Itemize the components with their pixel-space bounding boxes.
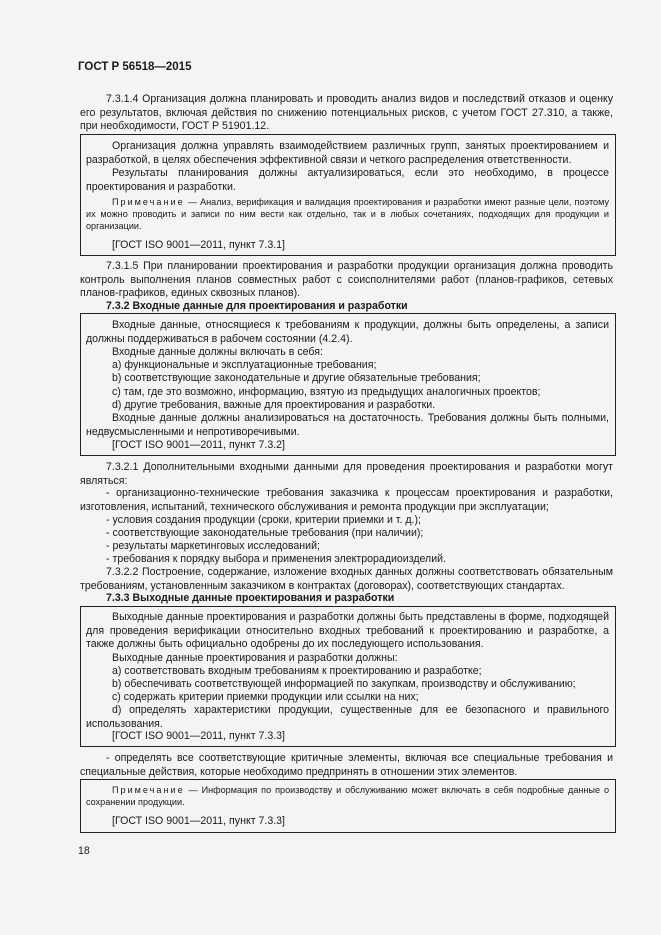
box3-paragraph-2: Выходные данные проектирования и разработки должны: — [112, 652, 398, 664]
note-label: Примечание — [112, 785, 185, 795]
box2-item-a: a) функциональные и эксплуатационные требования; — [112, 359, 377, 371]
box2-item-d: d) другие требования, важные для проектирования и разработки. — [112, 399, 436, 411]
list-item-3: - соответствующие законодательные требования (при наличии); — [106, 527, 424, 539]
box3-item-a: a) соответствовать входным требованиям к проектированию и разработке; — [112, 665, 482, 677]
box1-paragraph-2: Результаты планирования должны актуализироваться, если это необходимо, в процессе проектирования и разработки. — [86, 167, 609, 193]
clause-7-3-1-5: 7.3.1.5 При планировании проектирования и разработки продукции организация должна проводить контроль выполнения планов совместных работ с соисполнителями работ (планов-графиков, сетевых планов-графиков, единых сквозных планов). — [80, 260, 613, 300]
document-header: ГОСТ Р 56518—2015 — [78, 61, 192, 73]
clause-7-3-2-1: 7.3.2.1 Дополнительными входными данными для проведения проектирования и разработки могут являться: — [80, 461, 613, 487]
clause-7-3-1-4: 7.3.1.4 Организация должна планировать и проводить анализ видов и последствий отказов и оценку его результатов, включая действия по снижению потенциальных рисков, с учетом ГОСТ 27.310, а также, при необходимости, ГОСТ Р 51901.12. — [80, 93, 613, 133]
box1-paragraph-1: Организация должна управлять взаимодействием различных групп, занятых проектированием и разработкой, в целях обеспечения эффективной связи и четкого распределения ответственности. — [86, 140, 609, 166]
note-text: — Анализ, верификация и валидация проектирования и разработки имеют разные цели, поэтому их можно проводить и записи по ним вести как отдельно, так и в любых сочетаниях, подходящих для продукции и организации. — [86, 197, 609, 231]
box2-item-b: b) соответствующие законодательные и другие обязательные требования; — [112, 372, 481, 384]
list-item-critical-elements: - определять все соответствующие критичные элементы, включая все специальные требования и специальные действия, которые необходимо предпринять в отношении этих элементов. — [80, 752, 613, 778]
note-text: — Информация по производству и обслуживанию может включать в себя подробные данные о сохранении продукции. — [86, 785, 609, 807]
list-item-4: - результаты маркетинговых исследований; — [106, 540, 320, 552]
box2-paragraph-2: Входные данные должны включать в себя: — [112, 346, 323, 358]
list-item-1: - организационно-технические требования заказчика к процессам проектирования и разработки, изготовления, испытаний, технического обслуживания и ремонта продукции при эксплуатации; — [80, 487, 613, 513]
box2-paragraph-3: Входные данные должны анализироваться на достаточность. Требования должны быть полными, недвусмысленными и непротиворечивыми. — [86, 412, 609, 438]
box2-reference: [ГОСТ ISO 9001—2011, пункт 7.3.2] — [112, 439, 285, 451]
box3-item-b: b) обеспечивать соответствующей информацией по закупкам, производству и обслуживанию; — [112, 678, 576, 690]
page-number: 18 — [78, 845, 90, 857]
note-label: Примечание — [112, 197, 185, 207]
box4-note — [86, 784, 609, 808]
box4-reference: [ГОСТ ISO 9001—2011, пункт 7.3.3] — [112, 815, 285, 827]
list-item-5: - требования к порядку выбора и применения электрорадиоизделий. — [106, 553, 447, 565]
section-heading-7-3-2: 7.3.2 Входные данные для проектирования и разработки — [106, 300, 408, 312]
box1-reference: [ГОСТ ISO 9001—2011, пункт 7.3.1] — [112, 239, 285, 251]
section-heading-7-3-3: 7.3.3 Выходные данные проектирования и разработки — [106, 592, 395, 604]
box2-item-c: c) там, где это возможно, информацию, взятую из предыдущих аналогичных проектов; — [112, 386, 541, 398]
box3-item-c: c) содержать критерии приемки продукции или ссылки на них; — [112, 691, 419, 703]
box3-reference: [ГОСТ ISO 9001—2011, пункт 7.3.3] — [112, 730, 285, 742]
box3-item-d: d) определять характеристики продукции, существенные для ее безопасного и правильного использования. — [86, 704, 609, 730]
box3-paragraph-1: Выходные данные проектирования и разработки должны быть представлены в форме, подходящей для проведения верификации относительно входных требований к проектированию и разработке, а также должны быть официально одобрены до их последующего использования. — [86, 611, 609, 651]
clause-7-3-2-2: 7.3.2.2 Построение, содержание, изложение входных данных должны соответствовать обязательным требованиям, установленным заказчиком в контрактах (договорах), соответствующих стандартах. — [80, 566, 613, 592]
box2-paragraph-1: Входные данные, относящиеся к требованиям к продукции, должны быть определены, а записи должны поддерживаться в рабочем состоянии (4.2.4). — [86, 319, 609, 345]
box1-note — [86, 196, 609, 232]
list-item-2: - условия создания продукции (сроки, критерии приемки и т. д.); — [106, 514, 421, 526]
